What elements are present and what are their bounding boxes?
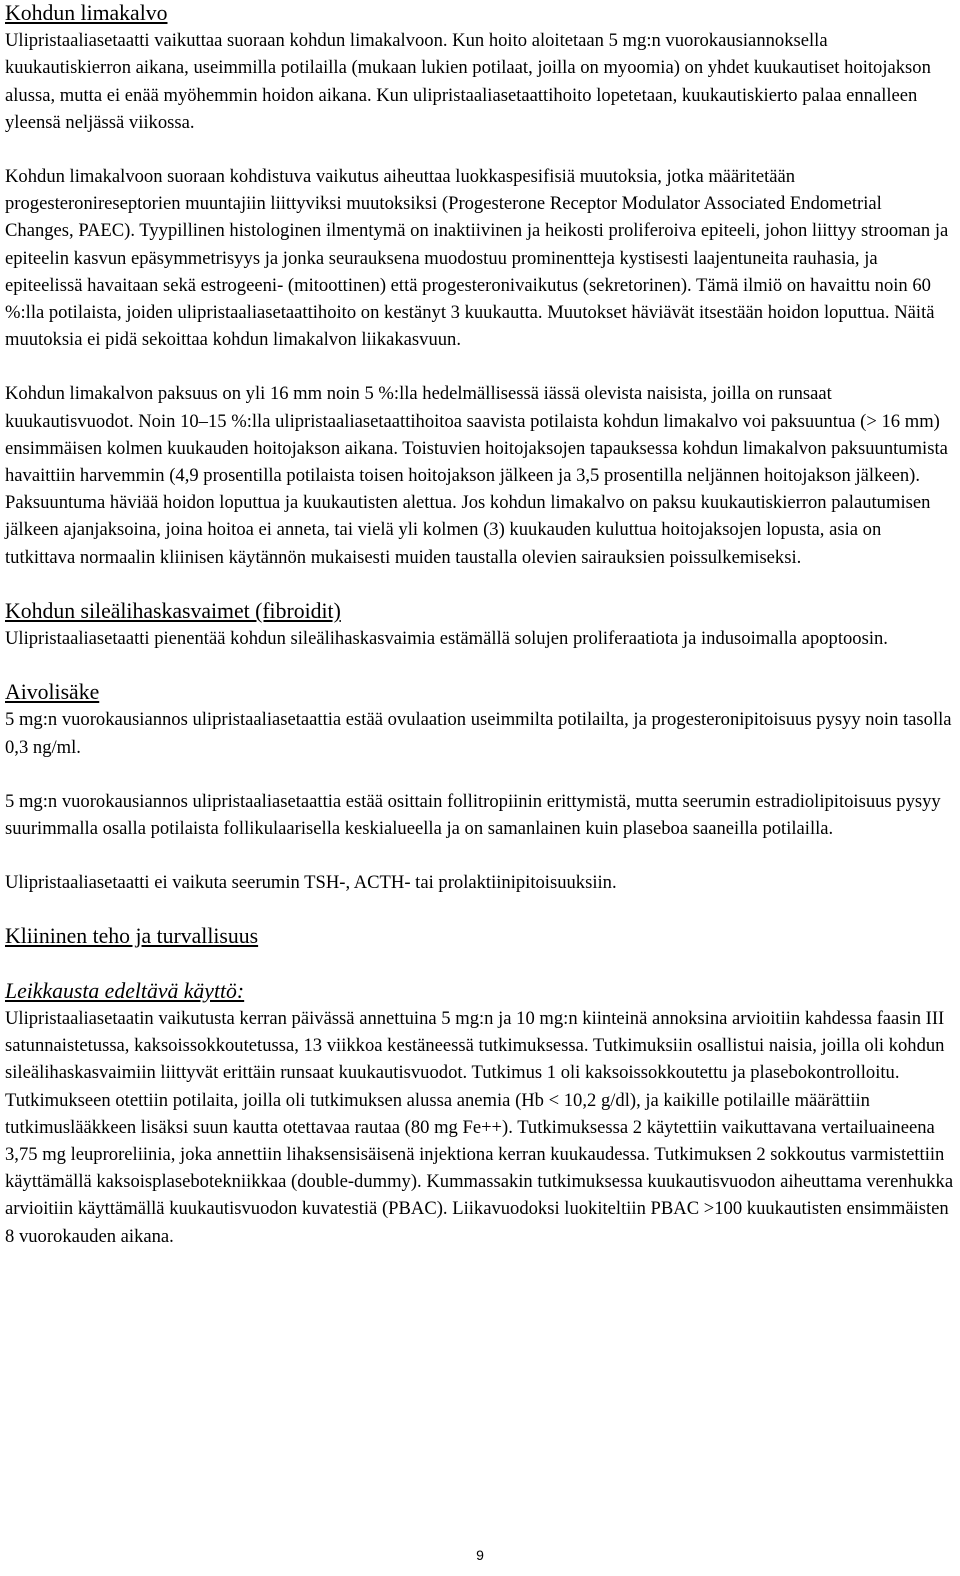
- section-title-fibroidit: Kohdun sileälihaskasvaimet (fibroidit): [5, 598, 341, 623]
- section-title-aivolisake: Aivolisäke: [5, 680, 100, 705]
- paragraph-gap: [5, 571, 955, 598]
- section-title-kohdun-limakalvo: Kohdun limakalvo: [5, 1, 168, 25]
- paragraph: Ulipristaaliasetaatti pienentää kohdun sileälihaskasvaimia estämällä solujen proliferaatiota ja indusoimalla apoptoosin.: [5, 628, 888, 650]
- paragraph-gap: [5, 951, 955, 978]
- paragraph: 5 mg:n vuorokausiannos ulipristaaliasetaattia estää osittain follitropiinin erittymistä, mutta seerumin estradiolipitoisuus pysyy suurimmalla osalla potilaista follikulaarisella keskialueella ja on samanlainen kuin plaseboa saaneilla potilailla.: [5, 790, 941, 840]
- paragraph: Ulipristaaliasetaatti ei vaikuta seerumin TSH-, ACTH- tai prolaktiinipitoisuuksiin.: [5, 872, 617, 894]
- paragraph: Kohdun limakalvon paksuus on yli 16 mm noin 5 %:lla hedelmällisessä iässä olevista naisista, joilla on runsaat kuukautisvuodot. Noin 10–15 %:lla ulipristaaliasetaattihoitoa saavista potilaista kohdun limakalvo voi paksuuntua (> 16 mm) ensimmäisen kolmen kuukauden hoitojakson aikana. Toistuvien hoitojaksojen tapauksessa kohdun limakalvon paksuuntumista havaittiin harvemmin (4,9 prosentilla potilaista toisen hoitojakson jälkeen ja 3,5 prosentilla neljännen hoitojakson jälkeen). Paksuuntuma häviää hoidon loputtua ja kuukautisten alettua. Jos kohdun limakalvo on paksu kuukautiskierron palautumisen jälkeen ajanjaksoina, joina hoitoa ei anneta, tai vielä yli kolmen (3) kuukauden kuluttua hoitojaksojen lopusta, asia on tutkittava normaalin kliinisen käytännön mukaisesti muiden taustalla olevien sairauksien poissulkemiseksi.: [5, 383, 948, 568]
- page-number: 9: [476, 1547, 484, 1563]
- paragraph: 5 mg:n vuorokausiannos ulipristaaliasetaattia estää ovulaation useimmilta potilailta, ja progesteronipitoisuus pysyy noin tasolla 0,3 ng/ml.: [5, 709, 952, 758]
- paragraph-gap: [5, 896, 955, 923]
- paragraph: Ulipristaaliasetaatin vaikutusta kerran päivässä annettuina 5 mg:n ja 10 mg:n kiinteinä annoksina arvioitiin kahdessa faasin III satunnaistetussa, kaksoissokkoutetussa, 13 viikkoa kestäneessä tutkimuksessa. Tutkimuksiin osallistui naisia, joilla oli kohdun sileälihaskasvaimiin liittyvät erittäin runsaat kuukautisvuodot. Tutkimus 1 oli kaksoissokkoutettu ja plasebokontrolloitu. Tutkimukseen otettiin potilaita, joilla oli tutkimuksen alussa anemia (Hb < 10,2 g/dl), ja kaikille potilaille määrättiin tutkimuslääkkeen lisäksi suun kautta otettavaa rautaa (80 mg Fe++). Tutkimuksessa 2 käytettiin vaikuttavana vertailuaineena 3,75 mg leuproreliinia, joka annettiin lihaksensisäisenä injektiona kerran kuukaudessa. Tutkimuksen 2 sokkoutus varmistettiin käyttämällä kaksoisplasebotekniikkaa (double-dummy). Kummassakin tutkimuksessa kuukautisvuodon aiheuttama verenhukka arvioitiin käyttämällä kuukautisvuodon kuvatestiä (PBAC). Liikavuodoksi luokiteltiin PBAC >100 kuukautisten ensimmäisten 8 vuorokauden aikana.: [5, 1007, 954, 1247]
- section-title-kliininen: Kliininen teho ja turvallisuus: [5, 924, 259, 949]
- paragraph: Kohdun limakalvoon suoraan kohdistuva vaikutus aiheuttaa luokkaspesifisiä muutoksia, jotka määritetään progesteronireseptorien muuntajiin liittyviksi muutoksiksi (Progesterone Receptor Modulator Associated Endometrial Changes, PAEC). Tyypillinen histologinen ilmentymä on inaktiivinen ja heikosti proliferoiva epiteeli, johon liittyy strooman ja epiteelin kasvun epäsymmetrisyys ja jonka seurauksena muodostuu prominentteja kystisesti laajentuneita rauhasia, ja epiteelissä havaitaan sekä estrogeeni- (mitoottinen) että progesteronivaikutus (sekretorinen). Tämä ilmiö on havaittu noin 60 %:lla potilaista, joiden ulipristaaliasetaattihoito on kestänyt 3 kuukautta. Muutokset häviävät itsestään hoidon loputtua. Näitä muutoksia ei pidä sekoittaa kohdun limakalvon liikakasvuun.: [5, 166, 949, 351]
- paragraph-gap: [5, 652, 955, 679]
- paragraph: Ulipristaaliasetaatti vaikuttaa suoraan kohdun limakalvoon. Kun hoito aloitetaan 5 mg:n vuorokausiannoksella kuukautiskierron aikana, useimmilla potilailla (mukaan lukien potilaat, joilla on myoomia) on yhdet kuukautiset hoitojakson alussa, mutta ei enää myöhemmin hoidon aikana. Kun ulipristaaliasetaattihoito lopetetaan, kuukautiskierto palaa ennalleen yleensä neljässä viikossa.: [5, 30, 931, 133]
- document-page: [5, 0, 955, 1250]
- paragraph-gap: [5, 353, 955, 380]
- paragraph-gap: [5, 136, 955, 163]
- section-title-leikkausta: Leikkausta edeltävä käyttö:: [5, 978, 245, 1003]
- paragraph-gap: [5, 842, 955, 869]
- paragraph-gap: [5, 761, 955, 788]
